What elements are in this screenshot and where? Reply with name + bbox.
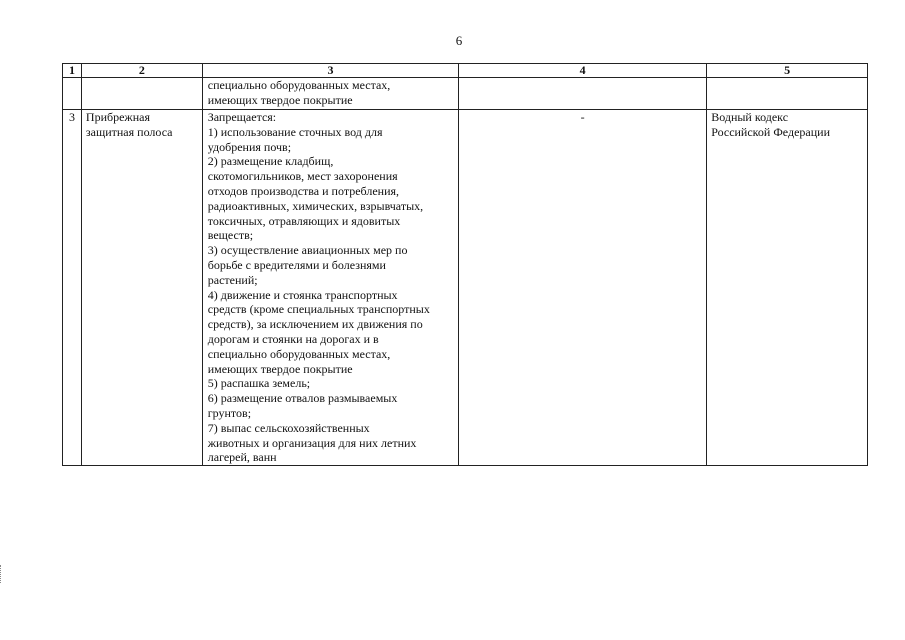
restrictions-line: 6) размещение отвалов размываемых bbox=[207, 391, 398, 406]
restrictions-line: специально оборудованных местах, bbox=[207, 78, 391, 92]
restrictions-line: токсичных, отравляющих и ядовитых bbox=[207, 213, 401, 228]
restrictions-line: 2) размещение кладбищ, bbox=[207, 154, 334, 169]
zone-name-line: защитная полоса bbox=[85, 124, 173, 139]
zone-name-line: Прибрежная bbox=[85, 110, 150, 124]
page-number: 6 bbox=[455, 33, 463, 48]
restrictions-line: животных и организация для них летних bbox=[207, 435, 417, 450]
table-row bbox=[63, 110, 868, 466]
cell-name bbox=[81, 110, 202, 466]
cell-number bbox=[63, 78, 82, 110]
cell-col4: - bbox=[459, 110, 707, 466]
restrictions-line: растений; bbox=[207, 272, 258, 287]
column-header-1: 1 bbox=[63, 64, 82, 78]
restrictions-line: радиоактивных, химических, взрывчатых, bbox=[207, 198, 424, 213]
restrictions-line: 4) движение и стоянка транспортных bbox=[207, 287, 398, 302]
restrictions-line: грунтов; bbox=[207, 405, 252, 420]
restrictions-table bbox=[62, 63, 868, 466]
restrictions-line: скотомогильников, мест захоронения bbox=[207, 169, 398, 184]
restrictions-line: дорогам и стоянки на дорогах и в bbox=[207, 331, 379, 346]
restrictions-line: отходов производства и потребления, bbox=[207, 183, 400, 198]
cell-source bbox=[707, 78, 868, 110]
column-header-4: 4 bbox=[459, 64, 707, 78]
column-header-2: 2 bbox=[81, 64, 202, 78]
restrictions-line: средств), за исключением их движения по bbox=[207, 317, 423, 332]
cell-col4 bbox=[459, 78, 707, 110]
cell-name bbox=[81, 78, 202, 110]
restrictions-line: средств (кроме специальных транспортных bbox=[207, 302, 430, 317]
restrictions-line: лагерей, ванн bbox=[207, 450, 277, 465]
column-header-3: 3 bbox=[202, 64, 458, 78]
restrictions-line: борьбе с вредителями и болезнями bbox=[207, 257, 386, 272]
restrictions-line: 3) осуществление авиационных мер по bbox=[207, 243, 408, 258]
table-header-row bbox=[63, 64, 868, 78]
restrictions-line: 7) выпас сельскохозяйственных bbox=[207, 420, 370, 435]
restrictions-line: имеющих твердое покрытие bbox=[207, 92, 353, 107]
restrictions-line: веществ; bbox=[207, 228, 254, 243]
scan-edge-mark bbox=[0, 565, 4, 583]
cell-source bbox=[707, 110, 868, 466]
restrictions-line: удобрения почв; bbox=[207, 139, 292, 154]
cell-restrictions bbox=[202, 78, 458, 110]
restrictions-line: 5) распашка земель; bbox=[207, 376, 311, 391]
source-line: Российской Федерации bbox=[711, 124, 830, 139]
restrictions-line: имеющих твердое покрытие bbox=[207, 361, 353, 376]
cell-number: 3 bbox=[63, 110, 82, 466]
restrictions-line: 1) использование сточных вод для bbox=[207, 124, 383, 139]
restrictions-line: Запрещается: bbox=[207, 110, 277, 124]
table-row-continuation bbox=[63, 78, 868, 110]
cell-restrictions bbox=[202, 110, 458, 466]
restrictions-line: специально оборудованных местах, bbox=[207, 346, 391, 361]
column-header-5: 5 bbox=[707, 64, 868, 78]
source-line: Водный кодекс bbox=[711, 110, 789, 124]
